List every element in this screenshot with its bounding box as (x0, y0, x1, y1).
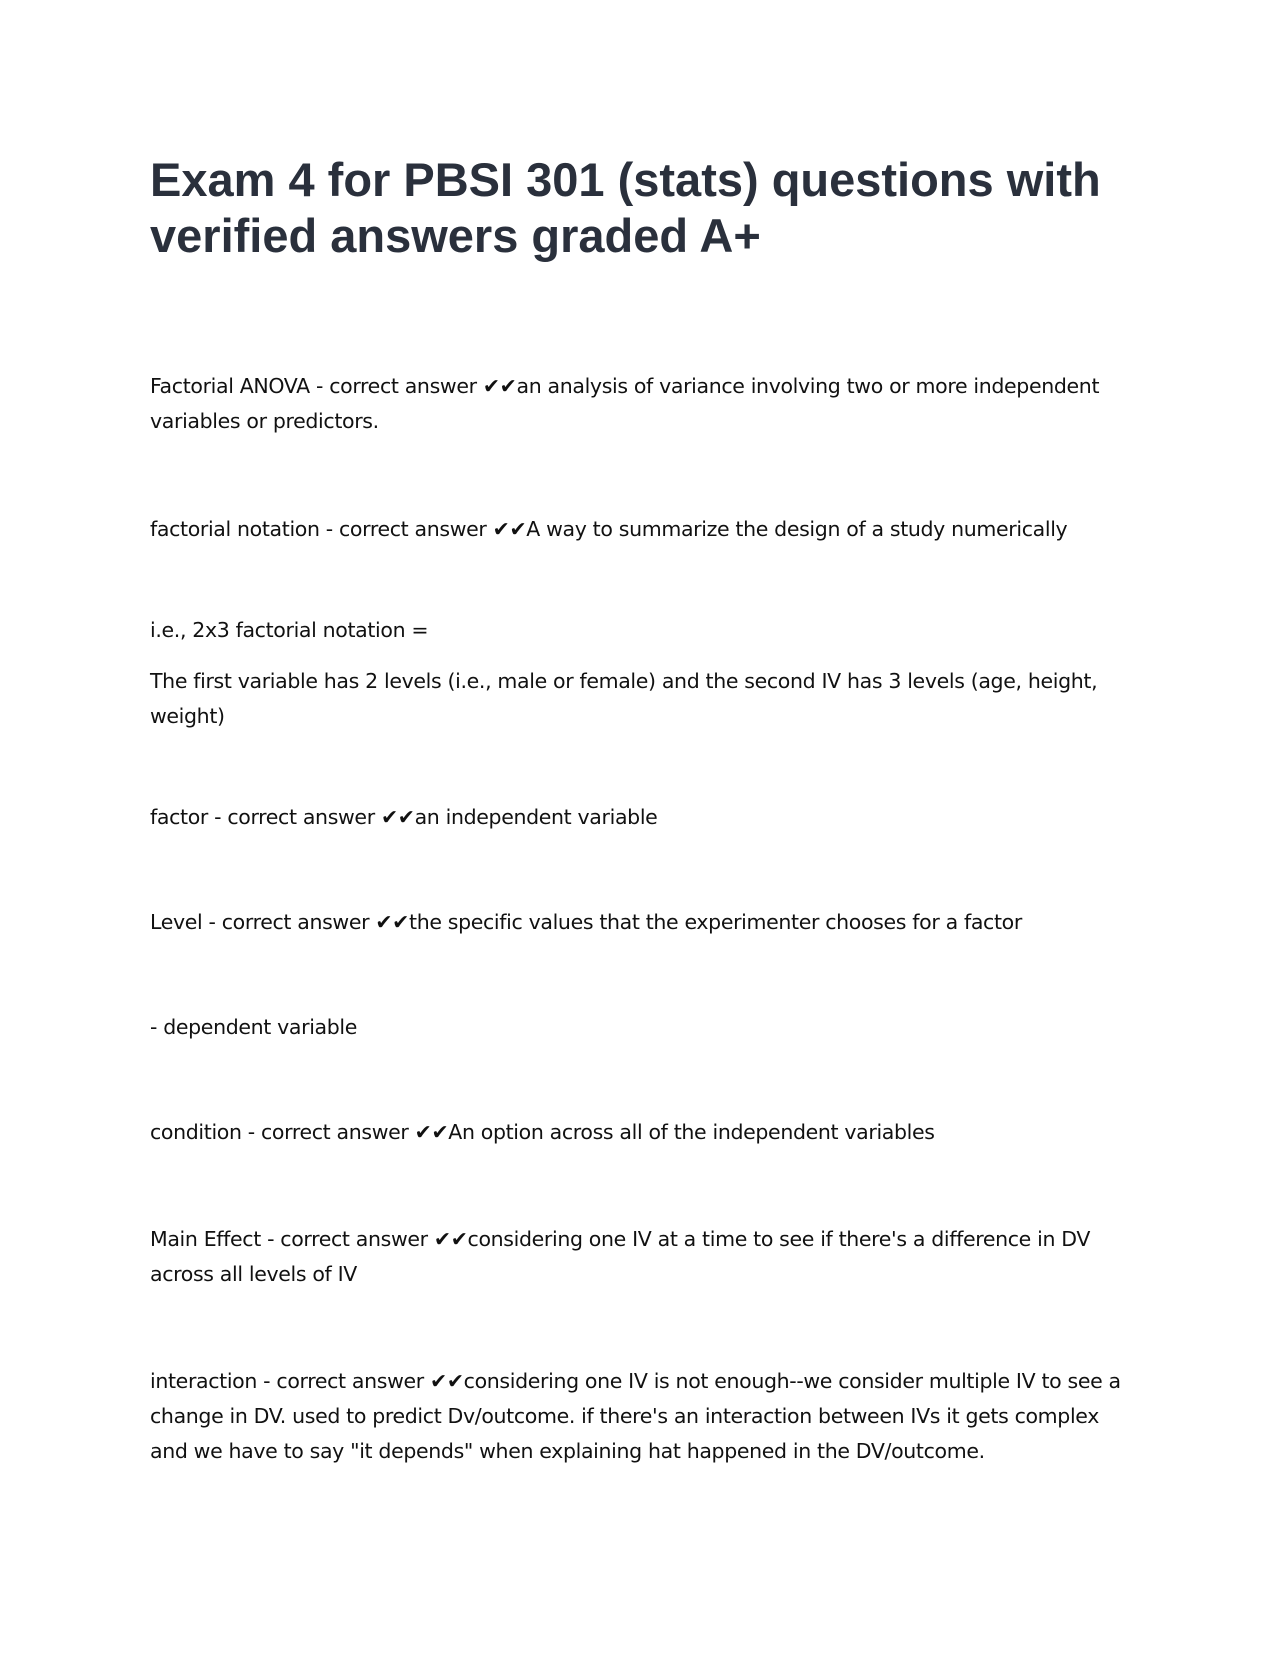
document-title: Exam 4 for PBSI 301 (stats) questions with verified answers graded A+ (150, 153, 1101, 262)
paragraph-notation-example: i.e., 2x3 factorial notation = (150, 618, 429, 642)
paragraph-level: Level - correct answer ✔✔the specific values that the experimenter chooses for a factor (150, 910, 1022, 934)
paragraph-condition: condition - correct answer ✔✔An option across all of the independent variables (150, 1120, 935, 1144)
paragraph-notation-explanation: The first variable has 2 levels (i.e., male or female) and the second IV has 3 levels (age, height, weight) (150, 669, 1098, 728)
paragraph-factorial-notation: factorial notation - correct answer ✔✔A way to summarize the design of a study numerically (150, 517, 1068, 541)
paragraph-factorial-anova: Factorial ANOVA - correct answer ✔✔an analysis of variance involving two or more independent variables or predictors. (150, 374, 1100, 433)
paragraph-interaction: interaction - correct answer ✔✔considering one IV is not enough--we consider multiple IV to see a change in DV. used to predict Dv/outcome. if there's an interaction between IVs it gets complex and we have to say "it depends" when explaining hat happened in the DV/outcome. (150, 1369, 1121, 1463)
paragraph-factor: factor - correct answer ✔✔an independent variable (150, 805, 658, 829)
paragraph-dependent-variable: - dependent variable (150, 1015, 358, 1039)
paragraph-main-effect: Main Effect - correct answer ✔✔considering one IV at a time to see if there's a difference in DV across all levels of IV (150, 1227, 1091, 1286)
